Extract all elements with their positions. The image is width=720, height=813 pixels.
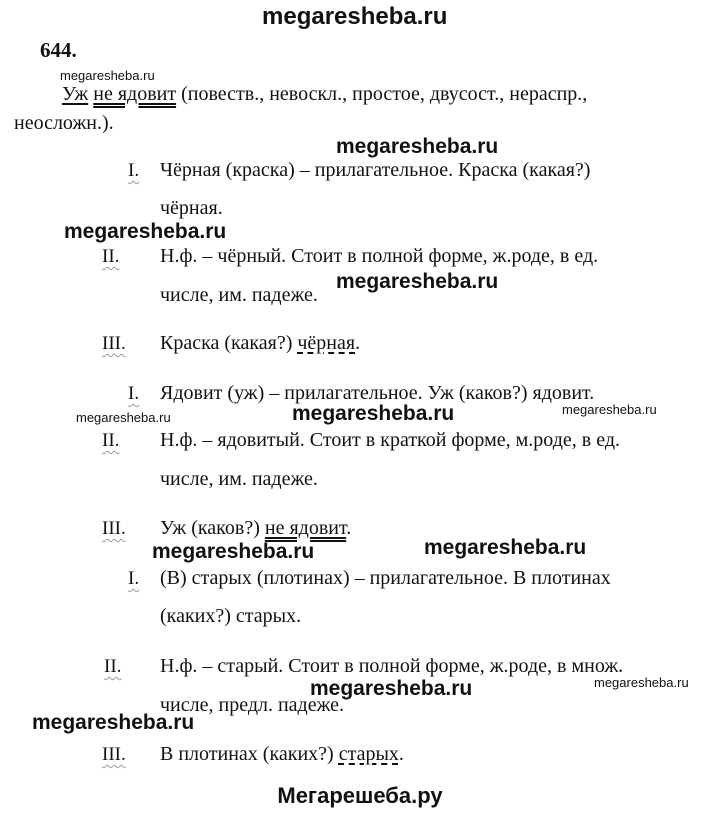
roman-numeral: I. [128,568,140,589]
analysis-line: чёрная. [160,197,223,219]
roman-numeral: II. [104,656,122,677]
roman-numeral: I. [128,160,140,181]
roman-numeral: I. [128,383,140,404]
analysis-line: числе, предл. падеже. [160,694,345,716]
analysis-line: (каких?) старых. [160,605,302,627]
analysis-line: Чёрная (краска) – прилагательное. Краска (какая?) [160,159,591,181]
roman-numeral: II. [102,430,120,451]
analysis-line [160,744,404,764]
watermark: megaresheba.ru [152,540,315,563]
watermark: megaresheba.ru [424,536,587,559]
analysis-line: (В) старых (плотинах) – прилагательное. В плотинах [160,567,611,589]
analysis-line: Ядовит (уж) – прилагательное. Уж (каков?) ядовит. [160,382,595,404]
watermark: megaresheba.ru [310,677,473,700]
watermark: megaresheba.ru [32,711,195,734]
watermark: megaresheba.ru [336,270,499,293]
watermark: megaresheba.ru [292,402,455,425]
analysis-text: . [346,517,352,539]
analysis-highlight: не ядовит [264,517,347,539]
analysis-line: Н.ф. – ядовитый. Стоит в краткой форме, м.роде, в ед. [160,429,621,451]
analysis-text: В плотинах (каких?) [160,743,339,765]
sentence-predicate: не ядовит [93,83,177,105]
analysis-line: числе, им. падеже. [160,468,318,490]
watermark-small: megaresheba.ru [562,402,657,417]
analysis-text: . [355,332,361,354]
analysis-highlight: чёрная [297,332,356,354]
sentence-line-2: неосложн.). [14,112,114,134]
roman-numeral: III. [102,333,126,354]
footer-watermark: Мегарешеба.ру [277,783,443,808]
sentence-line-1 [62,84,587,104]
analysis-text: Уж (каков?) [160,517,265,539]
sentence-subject: Уж [62,83,89,105]
roman-numeral: III. [102,518,126,539]
analysis-highlight: старых [338,743,399,765]
watermark: megaresheba.ru [336,135,499,158]
watermark: megaresheba.ru [64,220,227,243]
analysis-text: Краска (какая?) [160,332,298,354]
analysis-line [160,518,351,538]
analysis-line: Н.ф. – чёрный. Стоит в полной форме, ж.роде, в ед. [160,245,599,267]
analysis-line: Н.ф. – старый. Стоит в полной форме, ж.роде, в множ. [160,655,624,677]
watermark-small: megaresheba.ru [594,675,689,690]
exercise-number: 644. [40,38,77,62]
header-watermark: megaresheba.ru [262,3,448,30]
analysis-text: . [398,743,404,765]
roman-numeral: III. [102,744,126,765]
watermark-small: megaresheba.ru [76,410,171,425]
roman-numeral: II. [102,246,120,267]
watermark-small: megaresheba.ru [60,68,155,83]
analysis-line: числе, им. падеже. [160,284,318,306]
analysis-line [160,333,360,353]
sentence-characteristics: (повеств., невоскл., простое, двусост., нераспр., [176,83,588,105]
